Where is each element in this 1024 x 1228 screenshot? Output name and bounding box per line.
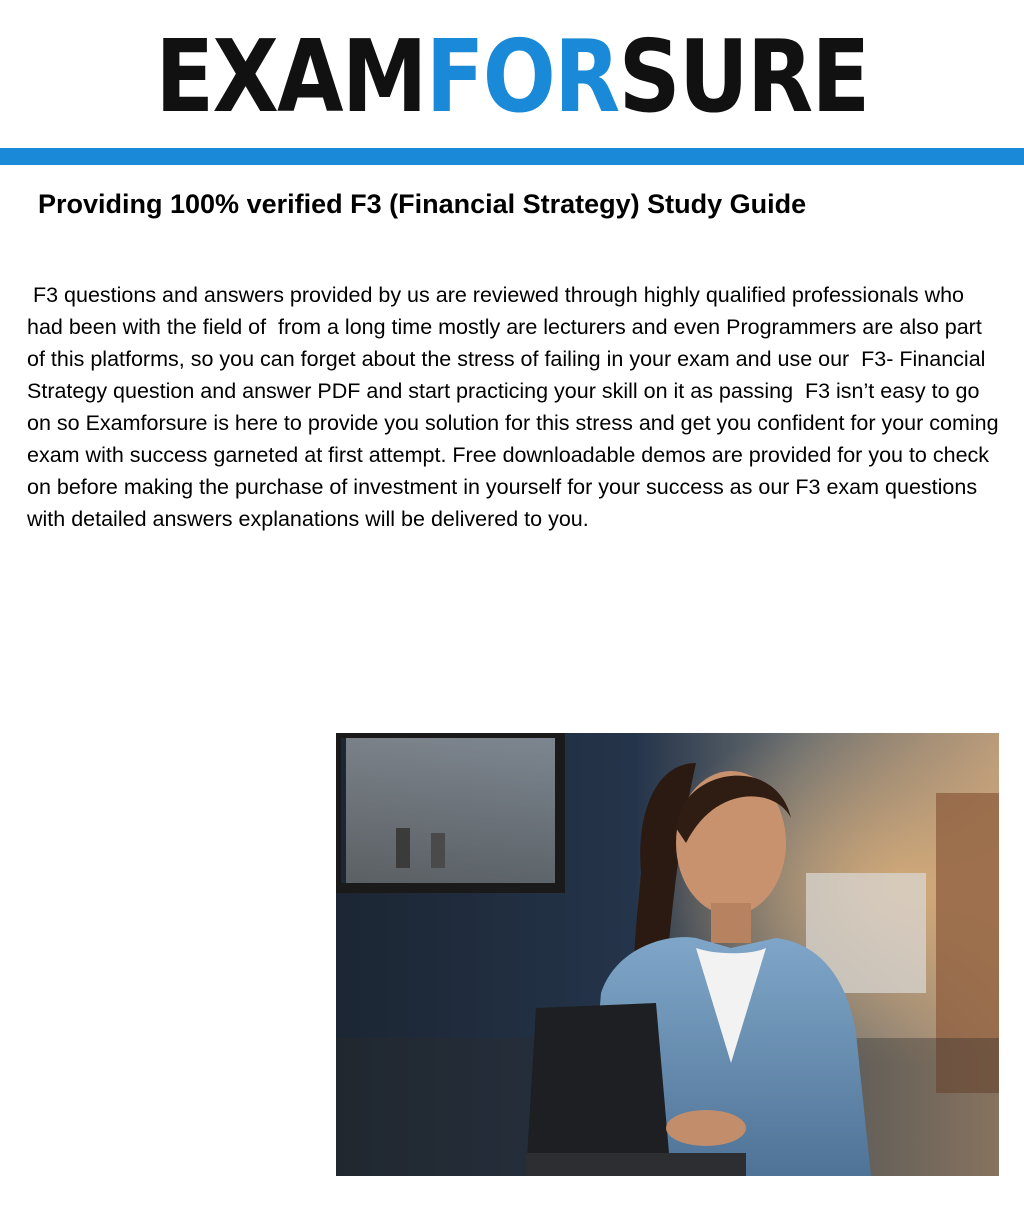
photo-illustration	[336, 733, 999, 1176]
logo-text-sure: SURE	[618, 18, 869, 135]
description-paragraph: F3 questions and answers provided by us are reviewed through highly qualified professionals who had been with the field of from a long time mostly are lecturers and even Programmers are also part of this platforms, so you can forget about the stress of failing in your exam and use our F3- Financial Strategy question and answer PDF and start practicing your skill on it as passing F3 isn’t easy to go on so Examforsure is here to provide you solution for this stress and get you confident for your coming exam with success garneted at first attempt. Free downloadable demos are provided for you to check on before making the purchase of investment in yourself for your success as our F3 exam questions with detailed answers explanations will be delivered to you.	[27, 283, 1005, 531]
logo-text-for: FOR	[425, 18, 619, 135]
logo-text-exam: EXAM	[155, 18, 426, 135]
header-accent-bar	[0, 148, 1024, 165]
page-heading: Providing 100% verified F3 (Financial Strategy) Study Guide	[38, 189, 807, 219]
woman-with-laptop-photo	[336, 733, 999, 1176]
examforsure-logo	[72, 18, 953, 135]
